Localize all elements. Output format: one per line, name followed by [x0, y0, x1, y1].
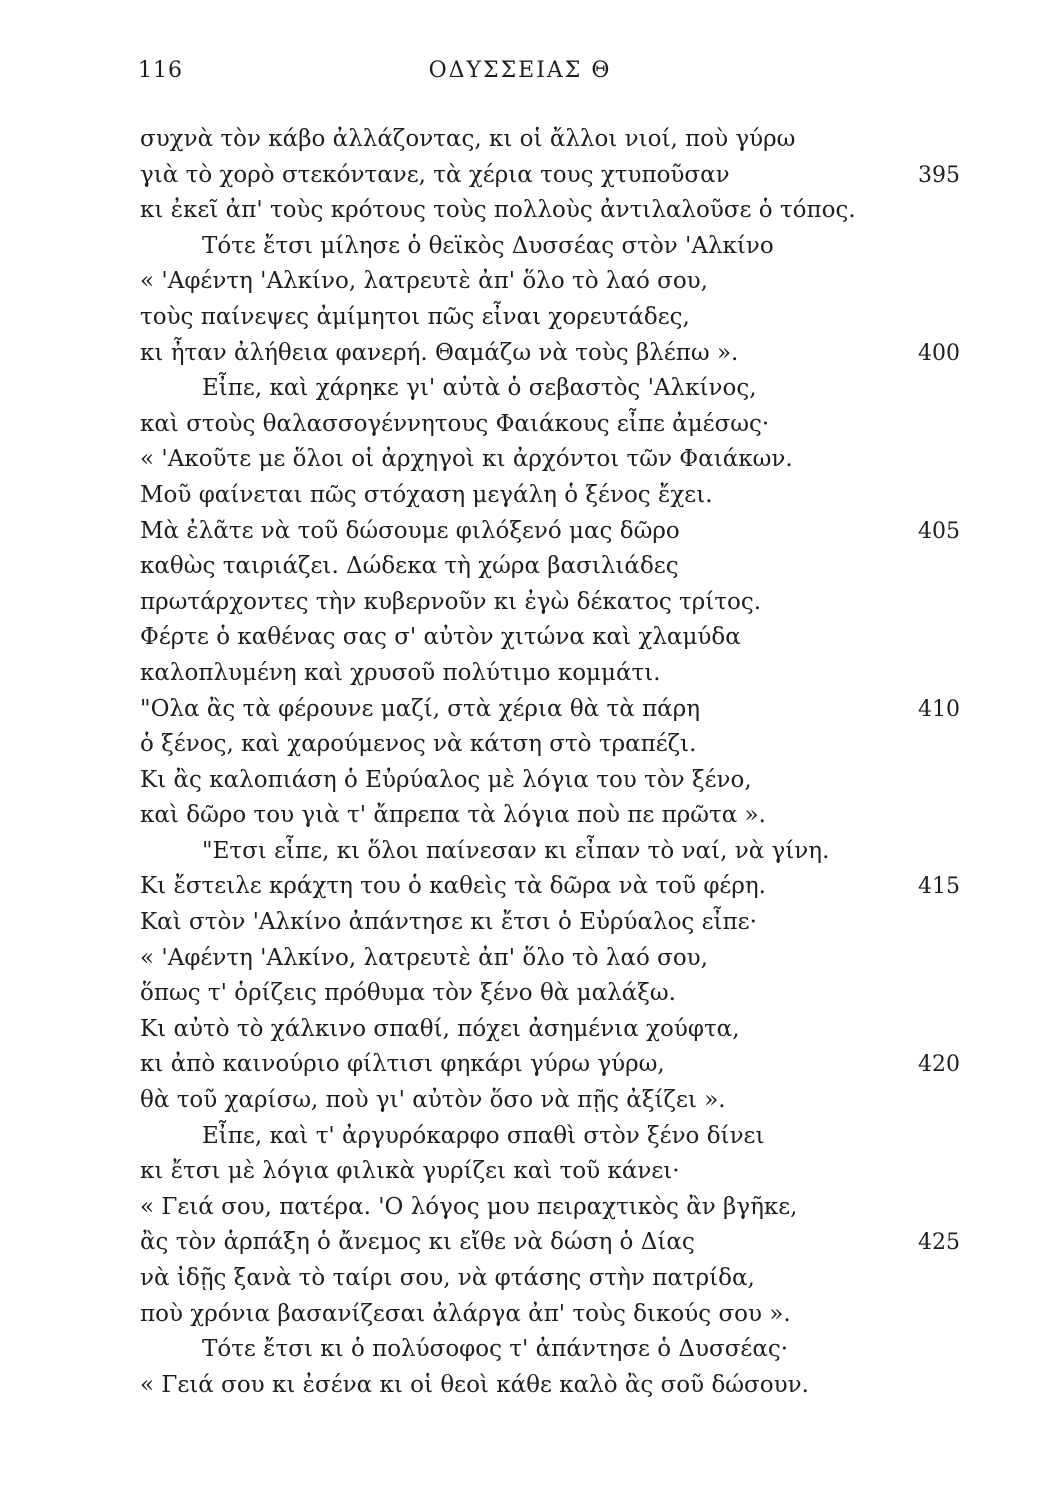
verse-line — [140, 1119, 980, 1155]
verse-line — [140, 1083, 980, 1119]
verse-text: τοὺς παίνεψες ἀμίμητοι πῶς εἶναι χορευτάδες, — [140, 303, 690, 330]
verse-text: Κι ἔστειλε κράχτη του ὁ καθεὶς τὰ δῶρα νὰ τοῦ φέρη. — [140, 873, 766, 900]
verse-text: « Γειά σου, πατέρα. 'Ο λόγος μου πειραχτικὸς ἂν βγῆκε, — [140, 1193, 798, 1220]
verse-text: Κι ἂς καλοπιάση ὁ Εὐρύαλος μὲ λόγια του τὸν ξένο, — [140, 766, 752, 793]
line-number: 420 — [918, 1052, 960, 1078]
verse-text: γιὰ τὸ χορὸ στεκόντανε, τὰ χέρια τους χτυποῦσαν — [140, 161, 730, 188]
verse-block — [140, 122, 980, 1403]
verse-line — [140, 1368, 980, 1404]
verse-text: καλοπλυμένη καὶ χρυσοῦ πολύτιμο κομμάτι. — [140, 659, 661, 686]
verse-line — [140, 834, 980, 870]
verse-line — [140, 478, 980, 514]
verse-line — [140, 727, 980, 763]
line-number: 405 — [918, 518, 960, 544]
verse-text: « 'Ακοῦτε με ὅλοι οἱ ἀρχηγοὶ κι ἀρχόντοι τῶν Φαιάκων. — [140, 446, 793, 473]
verse-line — [140, 122, 980, 158]
verse-line — [140, 264, 980, 300]
verse-text: κι ἔτσι μὲ λόγια φιλικὰ γυρίζει καὶ τοῦ κάνει· — [140, 1158, 680, 1185]
verse-text: Μοῦ φαίνεται πῶς στόχαση μεγάλη ὁ ξένος ἔχει. — [140, 481, 713, 508]
verse-text: θὰ τοῦ χαρίσω, ποὺ γι' αὐτὸν ὅσο νὰ πῇς ἀξίζει ». — [140, 1087, 726, 1114]
verse-text: ἂς τὸν ἁρπάξη ὁ ἄνεμος κι εἴθε νὰ δώση ὁ Δίας — [140, 1229, 695, 1256]
line-number: 425 — [918, 1230, 960, 1256]
line-number: 410 — [918, 696, 960, 722]
verse-text: νὰ ἰδῇς ξανὰ τὸ ταίρι σου, νὰ φτάσης στὴν πατρίδα, — [140, 1265, 755, 1291]
verse-line — [140, 158, 980, 194]
verse-text: ὁ ξένος, καὶ χαρούμενος νὰ κάτση στὸ τραπέζι. — [140, 731, 697, 758]
verse-line — [140, 905, 980, 941]
verse-line — [140, 941, 980, 977]
verse-line — [140, 549, 980, 585]
running-title: ΟΔΥΣΣΕΙΑΣ Θ — [428, 58, 612, 83]
verse-line — [140, 692, 980, 728]
verse-text: « 'Αφέντη 'Αλκίνο, λατρευτὲ ἀπ' ὅλο τὸ λαό σου, — [140, 944, 708, 971]
verse-line — [140, 1190, 980, 1226]
page-number: 116 — [138, 58, 183, 83]
verse-line — [140, 1261, 980, 1297]
verse-line — [140, 798, 980, 834]
verse-line — [140, 763, 980, 799]
verse-text: καὶ δῶρο του γιὰ τ' ἄπρεπα τὰ λόγια ποὺ πε πρῶτα ». — [140, 802, 766, 829]
verse-text: « 'Αφέντη 'Αλκίνο, λατρευτὲ ἀπ' ὅλο τὸ λαό σου, — [140, 268, 708, 295]
verse-text: κι ἀπὸ καινούριο φίλτισι φηκάρι γύρω γύρω, — [140, 1051, 665, 1078]
verse-text: καὶ στοὺς θαλασσογέννητους Φαιάκους εἶπε ἀμέσως· — [140, 410, 770, 437]
verse-text: Κι αὐτὸ τὸ χάλκινο σπαθί, πόχει ἀσημένια χούφτα, — [140, 1015, 740, 1042]
verse-line — [140, 300, 980, 336]
verse-text: "Ετσι εἶπε, κι ὅλοι παίνεσαν κι εἶπαν τὸ ναί, νὰ γίνη. — [202, 837, 830, 864]
verse-line — [140, 229, 980, 265]
verse-text: Μὰ ἐλᾶτε νὰ τοῦ δώσουμε φιλόξενό μας δῶρο — [140, 517, 680, 544]
verse-text: Τότε ἔτσι κι ὁ πολύσοφος τ' ἀπάντησε ὁ Δυσσέας· — [202, 1336, 789, 1363]
verse-text: ποὺ χρόνια βασανίζεσαι ἀλάργα ἀπ' τοὺς δικούς σου ». — [140, 1300, 791, 1327]
verse-line — [140, 407, 980, 443]
verse-line — [140, 371, 980, 407]
verse-text: καθὼς ταιριάζει. Δώδεκα τὴ χώρα βασιλιάδες — [140, 553, 679, 580]
verse-text: "Ολα ἂς τὰ φέρουνε μαζί, στὰ χέρια θὰ τὰ πάρη — [140, 695, 701, 722]
line-number: 395 — [918, 162, 960, 188]
verse-line — [140, 442, 980, 478]
verse-line — [140, 1154, 980, 1190]
line-number: 415 — [918, 874, 960, 900]
verse-line — [140, 1297, 980, 1333]
page-header — [0, 52, 1040, 92]
verse-text: ὅπως τ' ὁρίζεις πρόθυμα τὸν ξένο θὰ μαλάξω. — [140, 980, 676, 1007]
verse-text: κι ἦταν ἀλήθεια φανερή. Θαμάζω νὰ τοὺς βλέπω ». — [140, 339, 739, 366]
verse-text: Τότε ἔτσι μίλησε ὁ θεϊκὸς Δυσσέας στὸν 'Αλκίνο — [202, 232, 774, 259]
verse-line — [140, 585, 980, 621]
verse-text: Εἶπε, καὶ χάρηκε γι' αὐτὰ ὁ σεβαστὸς 'Αλκίνος, — [202, 375, 757, 402]
verse-text: πρωτάρχοντες τὴν κυβερνοῦν κι ἐγὼ δέκατος τρίτος. — [140, 588, 762, 615]
verse-line — [140, 869, 980, 905]
verse-line — [140, 620, 980, 656]
verse-line — [140, 1332, 980, 1368]
verse-line — [140, 976, 980, 1012]
verse-line — [140, 193, 980, 229]
verse-text: συχνὰ τὸν κάβο ἀλλάζοντας, κι οἱ ἄλλοι νιοί, ποὺ γύρω — [140, 126, 796, 152]
line-number: 400 — [918, 340, 960, 366]
verse-text: Εἶπε, καὶ τ' ἀργυρόκαρφο σπαθὶ στὸν ξένο δίνει — [202, 1122, 765, 1149]
verse-line — [140, 514, 980, 550]
verse-text: κι ἐκεῖ ἀπ' τοὺς κρότους τοὺς πολλοὺς ἀντιλαλοῦσε ὁ τόπος. — [140, 197, 856, 224]
verse-text: Καὶ στὸν 'Αλκίνο ἀπάντησε κι ἔτσι ὁ Εὐρύαλος εἶπε· — [140, 909, 757, 936]
verse-text: Φέρτε ὁ καθένας σας σ' αὐτὸν χιτώνα καὶ χλαμύδα — [140, 624, 741, 651]
verse-text: « Γειά σου κι ἐσένα κι οἱ θεοὶ κάθε καλὸ ἂς σοῦ δώσουν. — [140, 1371, 809, 1398]
verse-line — [140, 336, 980, 372]
verse-line — [140, 1225, 980, 1261]
verse-line — [140, 1047, 980, 1083]
verse-line — [140, 1012, 980, 1048]
verse-line — [140, 656, 980, 692]
